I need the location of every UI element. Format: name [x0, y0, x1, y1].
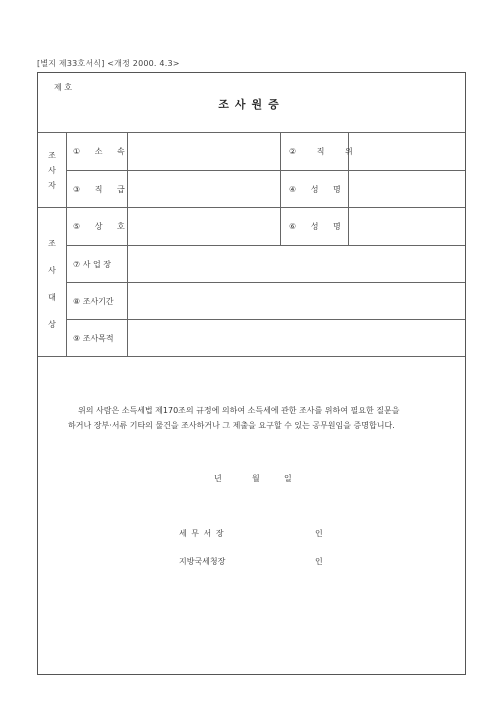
section-divider [38, 356, 465, 357]
date-month-label: 월 [252, 474, 260, 483]
certificate-form [37, 72, 466, 675]
investigator-name-field[interactable] [349, 171, 464, 206]
certificate-title: 조사원증 [218, 98, 285, 111]
group-column-divider [66, 132, 67, 356]
grade-label: ③ 직 급 [73, 185, 125, 194]
trade-name-field[interactable] [128, 208, 279, 244]
grade-field[interactable] [128, 171, 279, 206]
investigation-period-label: ⑧ 조사기간 [73, 297, 114, 306]
form-reference: [별지 제33호서식] <개정 2000. 4.3> [37, 59, 180, 68]
tax-office-head-title: 세 무 서 장 [179, 529, 224, 538]
business-place-label: ⑦ 사 업 장 [73, 260, 111, 269]
date-year-label: 년 [214, 474, 222, 483]
subject-group-label: 조 사 대 상 [48, 239, 56, 329]
certification-line-1: 위의 사람은 소득세법 제170조의 규정에 의하여 소득세에 관한 조사를 위하여 필요한 질문을 [78, 406, 400, 415]
position-label: ② 직 위 [289, 147, 353, 156]
investigation-purpose-label: ⑨ 조사목적 [73, 334, 114, 343]
investigation-period-field[interactable] [128, 283, 464, 318]
subject-name-field[interactable] [349, 208, 464, 244]
position-field[interactable] [349, 133, 464, 169]
subject-name-label: ⑥ 성 명 [289, 222, 341, 231]
trade-name-label: ⑤ 상 호 [73, 222, 125, 231]
mid-column-divider [280, 132, 281, 207]
investigation-purpose-field[interactable] [128, 320, 464, 355]
regional-tax-office-head-seal: 인 [315, 557, 323, 566]
tax-office-head-seal: 인 [315, 529, 323, 538]
regional-tax-office-head-title: 지방국세청장 [179, 557, 226, 566]
investigator-name-label: ④ 성 명 [289, 185, 341, 194]
investigator-group-label: 조 사 자 [48, 151, 56, 190]
date-day-label: 일 [284, 474, 292, 483]
certificate-number-label: 제 호 [54, 83, 72, 92]
affiliation-label: ① 소 속 [73, 147, 125, 156]
mid-column-divider [280, 207, 281, 245]
certification-line-2: 하거나 장부·서류 기타의 물건을 조사하거나 그 제출을 요구할 수 있는 공무원임을 증명합니다. [68, 421, 395, 430]
affiliation-field[interactable] [128, 133, 279, 169]
business-place-field[interactable] [128, 246, 464, 281]
